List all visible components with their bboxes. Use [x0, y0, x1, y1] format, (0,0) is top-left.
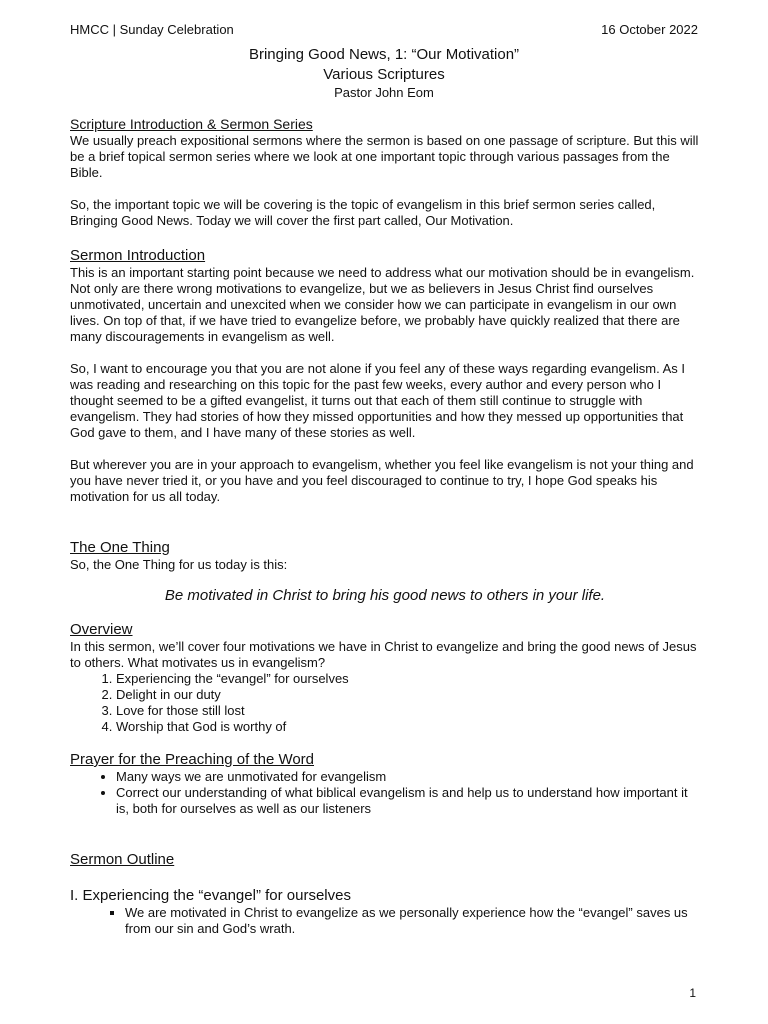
section-heading-overview: Overview — [70, 621, 133, 638]
list-item: ▪ We are motivated in Christ to evangelize as we personally experience how the “evangel” saves us from our sin and God’s wrath. — [125, 905, 700, 937]
section-heading-sermon-intro: Sermon Introduction — [70, 247, 206, 264]
paragraph: So, the One Thing for us today is this: — [70, 557, 288, 572]
paragraph: But wherever you are in your approach to evangelism, whether you feel like evangelism is not your thing and you have never tried it, or you have and you feel discouraged to continue to try, I hope God speaks his motivation for us all today. — [70, 457, 694, 504]
header-date: 16 October 2022 — [601, 22, 698, 37]
prayer-list — [70, 769, 700, 817]
outline-point-1-subpoints — [70, 905, 700, 937]
section-heading-scripture-intro: Scripture Introduction & Sermon Series — [70, 116, 313, 132]
outline-point-1: I. Experiencing the “evangel” for ourselves — [70, 887, 351, 904]
list-item: 3. Love for those still lost — [116, 703, 700, 719]
paragraph: In this sermon, we’ll cover four motivations we have in Christ to evangelize and bring the good news of Jesus to others. What motivates us in evangelism? — [70, 639, 697, 670]
page-number: 1 — [689, 986, 696, 1000]
header-left: HMCC | Sunday Celebration — [70, 22, 234, 37]
paragraph: This is an important starting point because we need to address what our motivation should be in evangelism. Not only are there wrong motivations to evangelize, but we as believers in Jesus Christ find ourselves unmotivated, uncertain and unexcited when we consider how we can participate in evangelism in our own lives. On top of that, if we have tried to evangelize before, we probably have quickly realized that there are many discouragements in evangelism as well. — [70, 265, 695, 344]
sermon-author: Pastor John Eom — [334, 85, 434, 100]
document-body — [70, 116, 700, 937]
sermon-scripture: Various Scriptures — [323, 66, 445, 83]
one-thing-statement: Be motivated in Christ to bring his good news to others in your life. — [164, 587, 606, 604]
list-item: 4. Worship that God is worthy of — [116, 719, 700, 735]
section-heading-one-thing: The One Thing — [70, 539, 170, 556]
section-heading-prayer: Prayer for the Preaching of the Word — [70, 751, 315, 768]
list-item: 2. Delight in our duty — [116, 687, 700, 703]
list-item: • Correct our understanding of what biblical evangelism is and help us to understand how important it is, both for ourselves as well as our listeners — [116, 785, 700, 817]
section-heading-outline: Sermon Outline — [70, 851, 175, 868]
list-item: 1. Experiencing the “evangel” for ourselves — [116, 671, 700, 687]
list-item: • Many ways we are unmotivated for evangelism — [116, 769, 700, 785]
sermon-title: Bringing Good News, 1: “Our Motivation” — [248, 46, 520, 63]
overview-list — [70, 671, 700, 735]
paragraph: So, the important topic we will be covering is the topic of evangelism in this brief sermon series called, Bringing Good News. Today we will cover the first part called, Our Motivation. — [70, 197, 656, 228]
paragraph: So, I want to encourage you that you are not alone if you feel any of these ways regarding evangelism. As I was reading and researching on this topic for the past few weeks, every author and every person who I thought seemed to be a gifted evangelist, it turns out that each of them still continue to struggle with evangelism. They had stories of how they missed opportunities and how they messed up opportunities that God gave to them, and I have many of these stories as well. — [70, 361, 685, 440]
paragraph: We usually preach expositional sermons where the sermon is based on one passage of scripture. But this will be a brief topical sermon series where we look at one important topic through various passages from the Bible. — [70, 133, 699, 180]
title-block — [0, 45, 768, 102]
